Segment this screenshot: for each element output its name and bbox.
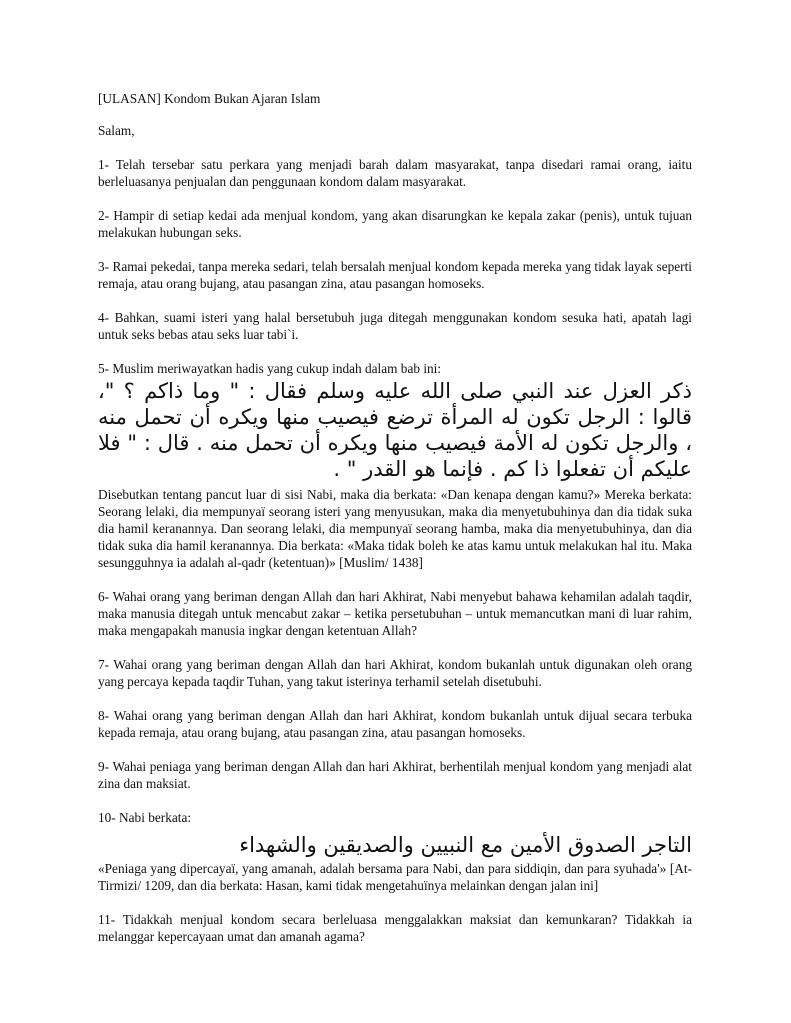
paragraph-9: 9- Wahai peniaga yang beriman dengan Allah dan hari Akhirat, berhentilah menjual kondom yang menjadi alat zina dan maksiat.	[98, 759, 692, 791]
paragraph-2: 2- Hampir di setiap kedai ada menjual kondom, yang akan disarungkan ke kepala zakar (penis), untuk tujuan melakukan hubungan seks.	[98, 208, 692, 240]
hadith-translation: Disebutkan tentang pancut luar di sisi Nabi, maka dia berkata: «Dan kenapa dengan kamu?» Mereka berkata: Seorang lelaki, dia mempunyaï seorang isteri yang menyusukan, maka dia menyetubuhinya dan dia tidak suka dia hamil keranannya. Dan seorang lelaki, dia mempunyaï seorang hamba, maka dia menyetubuhinya, dan dia tidak suka dia hamil keranannya. Dia berkata: «Maka tidak boleh ke atas kamu untuk melakukan hal itu. Maka sesungguhnya ia adalah al-qadr (ketentuan)» [Muslim/ 1438]	[98, 487, 692, 570]
greeting: Salam,	[98, 123, 135, 138]
paragraph-7: 7- Wahai orang yang beriman dengan Allah dan hari Akhirat, kondom bukanlah untuk digunakan oleh orang yang percaya kepada taqdir Tuhan, yang takut isterinya terhamil setelah disetubuhi.	[98, 657, 692, 689]
paragraph-4: 4- Bahkan, suami isteri yang halal bersetubuh juga ditegah menggunakan kondom sesuka hati, apatah lagi untuk seks bebas atau seks luar tabi`i.	[98, 310, 692, 342]
paragraph-3: 3- Ramai pekedai, tanpa mereka sedari, telah bersalah menjual kondom kepada mereka yang tidak layak seperti remaja, atau orang bujang, atau pasangan zina, atau pasangan homoseks.	[98, 259, 692, 291]
trader-hadith-translation: «Peniaga yang dipercayaï, yang amanah, adalah bersama para Nabi, dan para siddiqin, dan para syuhada'» [At-Tirmizi/ 1209, dan dia berkata: Hasan, kami tidak mengetahuïnya melainkan dengan jalan ini]	[98, 861, 692, 893]
document-page	[98, 90, 692, 962]
hadith-arabic-text: ذكر العزل عند النبي صلى الله عليه وسلم فقال : " وما ذاكم ؟ "، قالوا : الرجل تكون له المرأة ترضع فيصيب منها ويكره أن تحمل منه ، والرجل تكون له الأمة فيصيب منها ويكره أن تحمل منه . قال : " فلا عليكم أن تفعلوا ذا كم . فإنما هو القدر " .	[98, 379, 692, 481]
paragraph-11: 11- Tidakkah menjual kondom secara berleluasa menggalakkan maksiat dan kemunkaran? Tidakkah ia melanggar kepercayaan umat dan amanah agama?	[98, 912, 692, 944]
trader-hadith-arabic: التاجر الصدوق الأمين مع النبيين والصديقين والشهداء	[239, 833, 692, 857]
paragraph-5-lead: 5- Muslim meriwayatkan hadis yang cukup indah dalam bab ini:	[98, 361, 442, 376]
document-title: [ULASAN] Kondom Bukan Ajaran Islam	[98, 91, 321, 106]
paragraph-8: 8- Wahai orang yang beriman dengan Allah dan hari Akhirat, kondom bukanlah untuk dijual secara terbuka kepada remaja, atau orang bujang, atau pasangan zina, atau pasangan homoseks.	[98, 708, 692, 740]
paragraph-6: 6- Wahai orang yang beriman dengan Allah dan hari Akhirat, Nabi menyebut bahawa kehamilan adalah taqdir, maka manusia ditegah untuk mencabut zakar – ketika persetubuhan – untuk memancutkan mani di luar rahim, maka mengapakah manusia ingkar dengan ketentuan Allah?	[98, 589, 692, 638]
paragraph-1: 1- Telah tersebar satu perkara yang menjadi barah dalam masyarakat, tanpa disedari ramai orang, iaitu berleluasanya penjualan dan penggunaan kondom dalam masyarakat.	[98, 157, 692, 189]
paragraph-10-lead: 10- Nabi berkata:	[98, 810, 192, 825]
